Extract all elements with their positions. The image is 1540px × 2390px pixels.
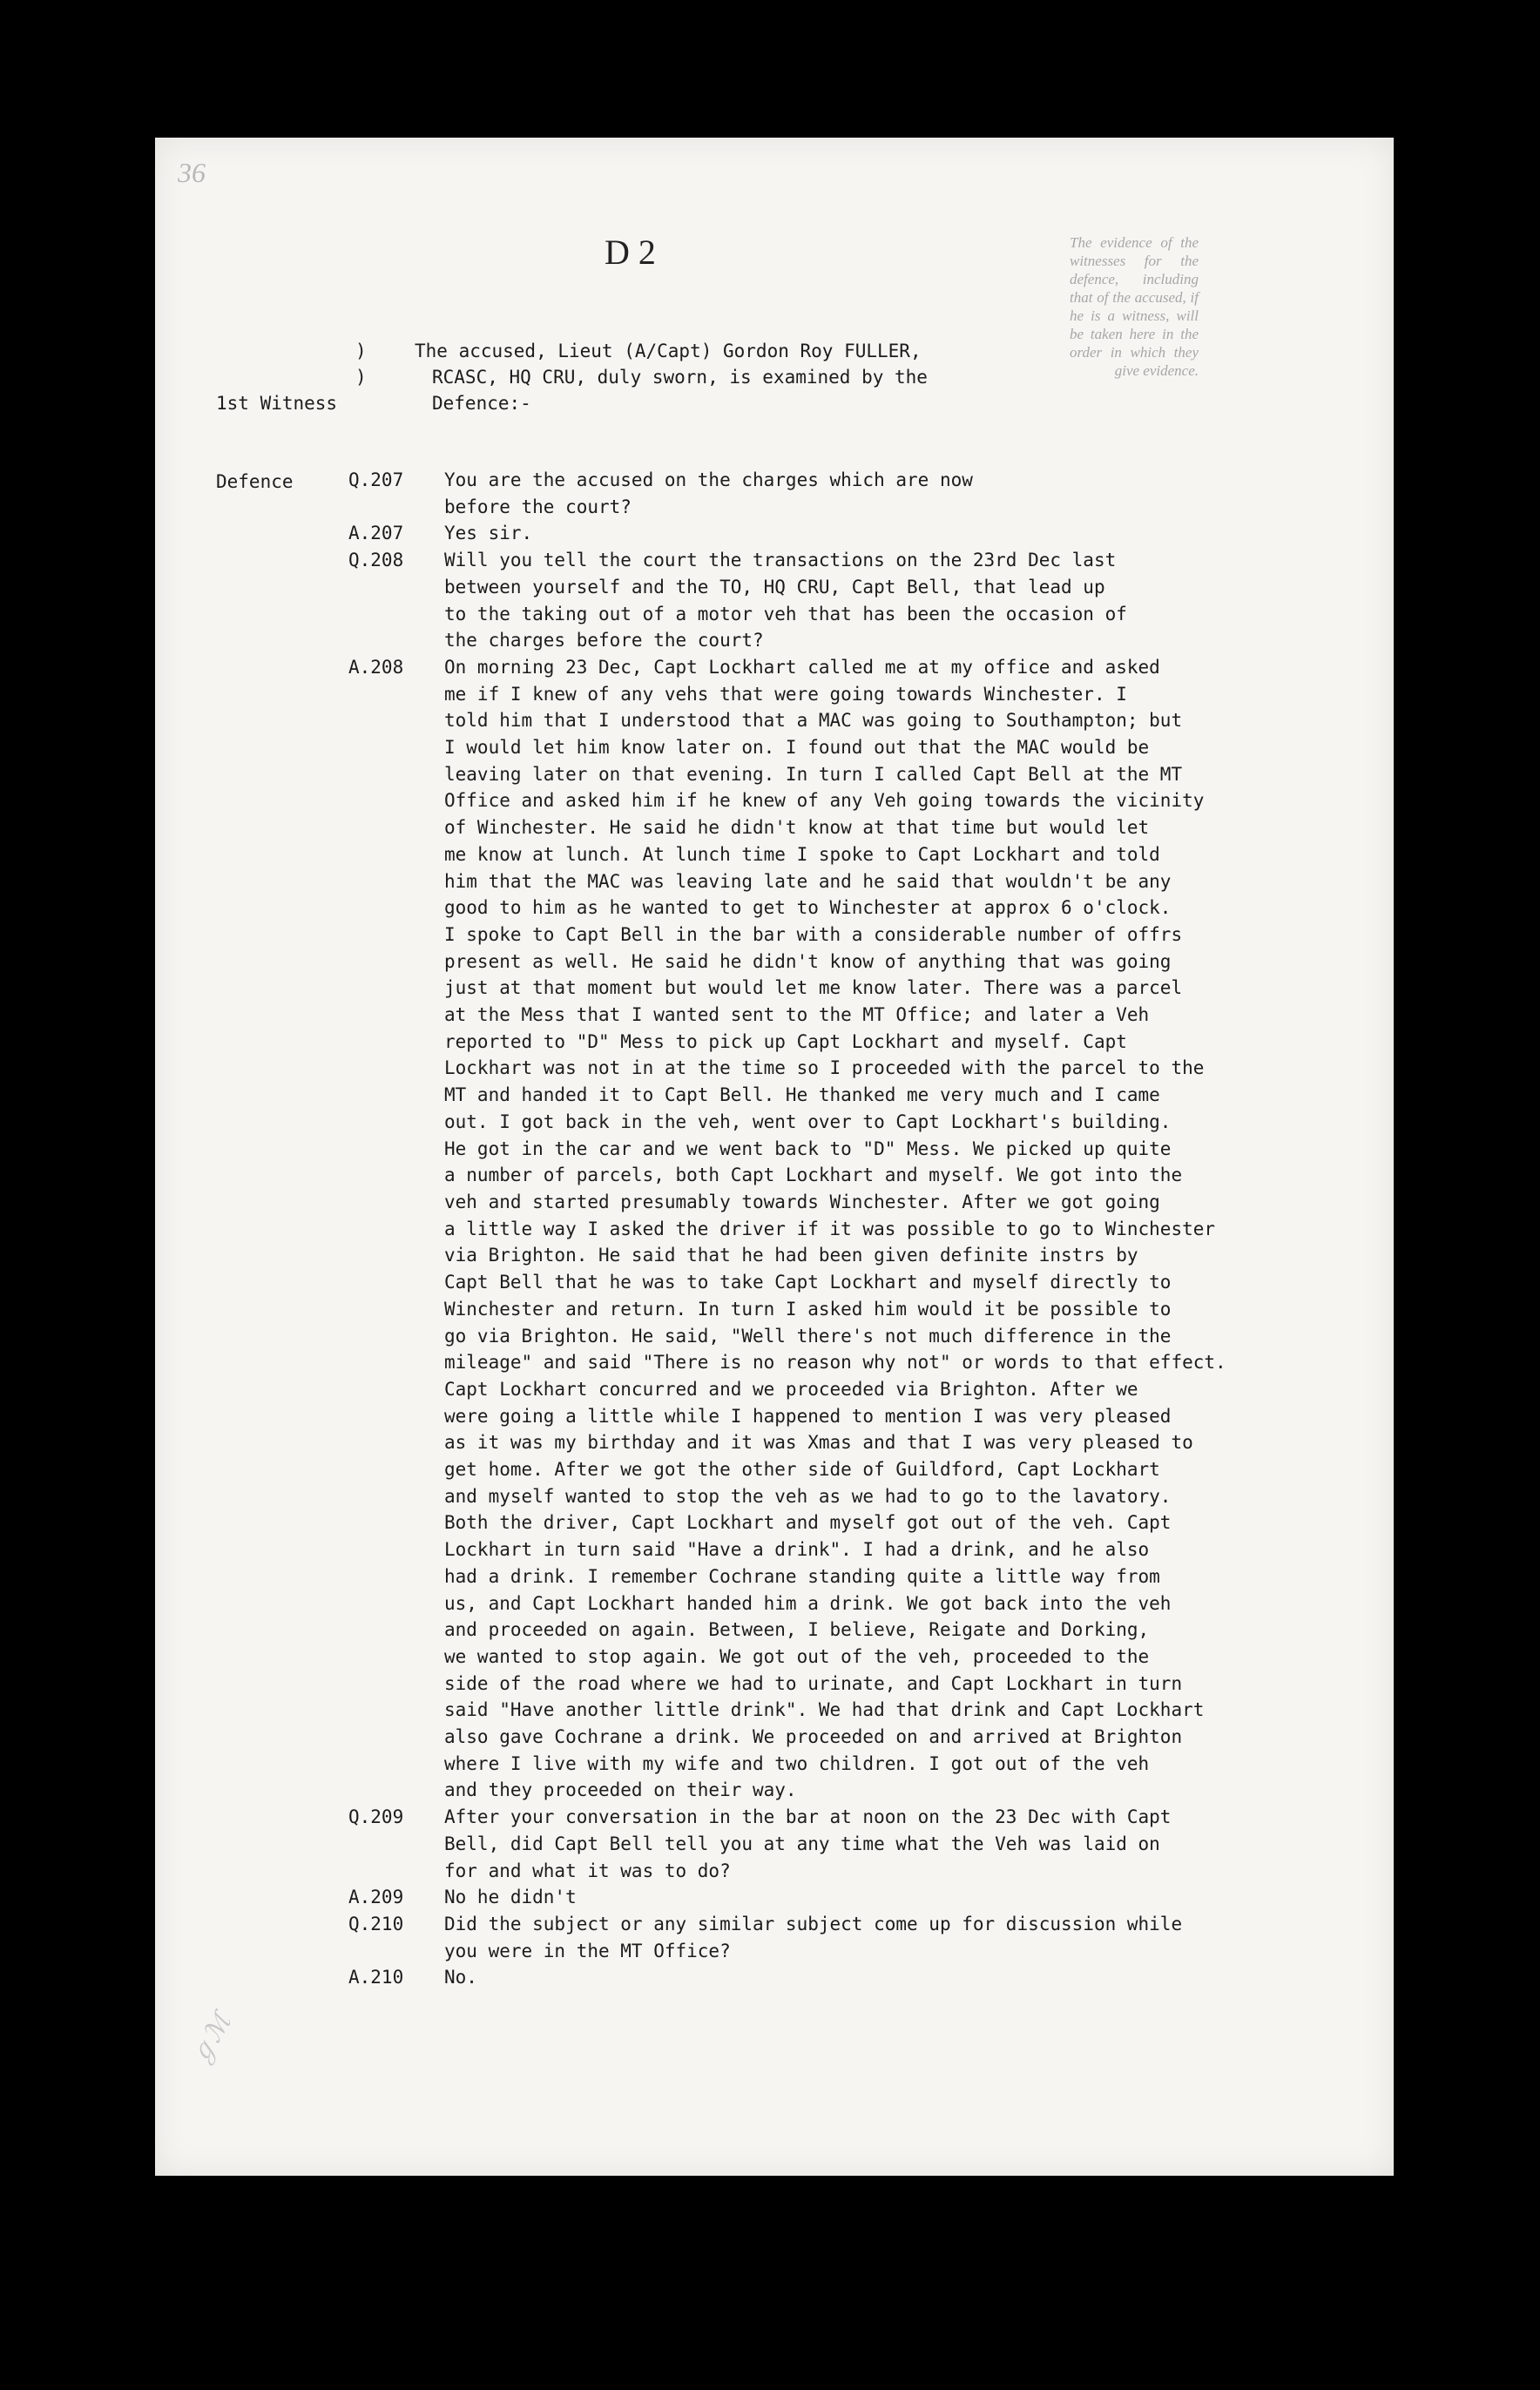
qa-text-line: No. — [444, 1967, 477, 1988]
qa-text-line: After your conversation in the bar at noon on the 23 Dec with Capt — [444, 1806, 1172, 1828]
witness-label — [216, 338, 347, 547]
qa-text-line: MT and handed it to Capt Bell. He thanked me very much and I came — [444, 1084, 1160, 1106]
qa-text-line: me know at lunch. At lunch time I spoke to Capt Lockhart and told — [444, 843, 1160, 865]
witness-line2: RCASC, HQ CRU, duly sworn, is examined by the — [432, 367, 928, 388]
qa-label: Q.208 — [348, 550, 404, 571]
qa-text-line: me if I knew of any vehs that were going towards Winchester. I — [444, 683, 1127, 705]
qa-entry — [348, 1911, 1341, 1964]
qa-entry — [348, 1964, 1341, 1991]
qa-text-line: the charges before the court? — [444, 630, 764, 652]
qa-text-line: told him that I understood that a MAC was going to Southampton; but — [444, 710, 1183, 732]
qa-text-line: Bell, did Capt Bell tell you at any time what the Veh was laid on — [444, 1833, 1160, 1854]
qa-text — [444, 520, 1341, 547]
qa-text-line: He got in the car and we went back to "D" Mess. We picked up quite — [444, 1138, 1172, 1159]
qa-text-line: side of the road where we had to urinate, and Capt Lockhart in turn — [444, 1672, 1183, 1694]
qa-text — [444, 467, 1341, 520]
qa-text-line: had a drink. I remember Cochrane standing quite a little way from — [444, 1565, 1160, 1587]
qa-text-line: You are the accused on the charges which are now — [444, 469, 973, 490]
qa-text-line: as it was my birthday and it was Xmas and that I was very pleased to — [444, 1432, 1193, 1454]
qa-text-line: Office and asked him if he knew of any Veh going towards the vicinity — [444, 790, 1205, 812]
qa-text-line: also gave Cochrane a drink. We proceeded on and arrived at Brighton — [444, 1726, 1183, 1748]
witness-line3: Defence:- — [432, 393, 531, 414]
qa-text-line: us, and Capt Lockhart handed him a drink. We got back into the veh — [444, 1592, 1172, 1614]
witness-line1: The accused, Lieut (A/Capt) Gordon Roy FULLER, — [415, 341, 922, 361]
qa-text-line: and proceeded on again. Between, I believe, Reigate and Dorking, — [444, 1619, 1150, 1641]
qa-label: A.209 — [348, 1887, 404, 1908]
qa-text-line: Capt Lockhart concurred and we proceeded via Brighton. After we — [444, 1378, 1138, 1400]
qa-text-line: On morning 23 Dec, Capt Lockhart called me at my office and asked — [444, 656, 1160, 678]
qa-text-line: a little way I asked the driver if it was possible to go to Winchester — [444, 1218, 1216, 1239]
qa-text-line: good to him as he wanted to get to Winchester at approx 6 o'clock. — [444, 897, 1172, 919]
qa-text-line: I spoke to Capt Bell in the bar with a considerable number of offrs — [444, 923, 1183, 945]
qa-entry — [348, 547, 1341, 654]
qa-text-line: Will you tell the court the transactions on the 23rd Dec last — [444, 550, 1117, 571]
qa-text-line: and they proceeded on their way. — [444, 1779, 797, 1801]
qa-text-line: Lockhart was not in at the time so I proceeded with the parcel to the — [444, 1057, 1205, 1079]
qa-text-line: out. I got back in the veh, went over to Capt Lockhart's building. — [444, 1111, 1172, 1132]
qa-text-line: at the Mess that I wanted sent to the MT Office; and later a Veh — [444, 1004, 1150, 1026]
qa-text-line: mileage" and said "There is no reason why not" or words to that effect. — [444, 1352, 1226, 1374]
qa-text-line: Yes sir. — [444, 523, 533, 544]
qa-text-line: before the court? — [444, 496, 632, 517]
qa-text-line: were going a little while I happened to mention I was very pleased — [444, 1405, 1172, 1427]
folio-number: 36 — [178, 157, 206, 188]
qa-text-line: Winchester and return. In turn I asked him would it be possible to — [444, 1298, 1172, 1320]
qa-text-line: present as well. He said he didn't know of anything that was going — [444, 950, 1172, 972]
qa-text-line: said "Have another little drink". We had that drink and Capt Lockhart — [444, 1699, 1205, 1721]
witness-description — [415, 338, 1042, 416]
page-heading: D 2 — [605, 233, 656, 272]
qa-text — [444, 547, 1341, 654]
qa-text-line: go via Brighton. He said, "Well there's not much difference in the — [444, 1325, 1172, 1347]
qa-text-line: for and what it was to do? — [444, 1860, 731, 1881]
qa-text-line: between yourself and the TO, HQ CRU, Capt Bell, that lead up — [444, 576, 1105, 598]
qa-text-line: get home. After we got the other side of Guildford, Capt Lockhart — [444, 1459, 1160, 1481]
bracket-marks: ) ) — [355, 341, 367, 388]
examination-transcript — [348, 467, 1341, 1991]
qa-label: A.210 — [348, 1967, 404, 1988]
qa-text-line: to the taking out of a motor veh that has been the occasion of — [444, 603, 1127, 625]
qa-text-line: of Winchester. He said he didn't know at that time but would let — [444, 817, 1150, 839]
document-page — [155, 138, 1394, 2176]
qa-text — [444, 1804, 1341, 1884]
qa-label: Q.207 — [348, 469, 404, 490]
qa-text-line: and myself wanted to stop the veh as we had to go to the lavatory. — [444, 1485, 1172, 1507]
qa-entry — [348, 520, 1341, 547]
qa-text-line: Did the subject or any similar subject come up for discussion while — [444, 1913, 1183, 1934]
qa-entry — [348, 467, 1341, 520]
qa-text-line: I would let him know later on. I found out that the MAC would be — [444, 737, 1150, 759]
qa-label: Q.210 — [348, 1913, 404, 1934]
qa-label: A.208 — [348, 656, 404, 678]
qa-text-line: Lockhart in turn said "Have a drink". I had a drink, and he also — [444, 1539, 1150, 1561]
handwritten-initials: ℊℳ — [185, 2009, 237, 2070]
qa-text-line: veh and started presumably towards Winchester. After we got going — [444, 1191, 1160, 1212]
qa-text-line: him that the MAC was leaving late and he said that wouldn't be any — [444, 870, 1172, 892]
qa-text-line: via Brighton. He said that he had been given definite instrs by — [444, 1245, 1138, 1266]
qa-label: Q.209 — [348, 1806, 404, 1828]
qa-text-line: reported to "D" Mess to pick up Capt Lockhart and myself. Capt — [444, 1030, 1127, 1052]
qa-text-line: you were in the MT Office? — [444, 1940, 731, 1961]
qa-text — [444, 654, 1341, 1804]
qa-entry — [348, 1804, 1341, 1884]
qa-text-line: leaving later on that evening. In turn I called Capt Bell at the MT — [444, 763, 1183, 785]
qa-text-line: just at that moment but would let me know later. There was a parcel — [444, 977, 1183, 999]
witness-label-line1: 1st Witness — [216, 393, 338, 414]
qa-text-line: where I live with my wife and two children. I got out of the veh — [444, 1752, 1150, 1774]
qa-text-line: Both the driver, Capt Lockhart and myself got out of the veh. Capt — [444, 1512, 1172, 1534]
qa-label: A.207 — [348, 523, 404, 544]
witness-label-line2: Defence — [216, 471, 294, 492]
qa-text-line: we wanted to stop again. We got out of the veh, proceeded to the — [444, 1645, 1150, 1667]
qa-text-line: No he didn't — [444, 1887, 577, 1908]
qa-entry — [348, 1884, 1341, 1911]
qa-text — [444, 1911, 1341, 1964]
qa-entry — [348, 654, 1341, 1804]
qa-text — [444, 1884, 1341, 1911]
qa-text-line: Capt Bell that he was to take Capt Lockhart and myself directly to — [444, 1272, 1172, 1293]
qa-text — [444, 1964, 1341, 1991]
qa-text-line: a number of parcels, both Capt Lockhart and myself. We got into the — [444, 1165, 1183, 1186]
margin-note: The evidence of the witnesses for the defence, including that of the accused, if he is a witness, will be taken here in the order in which they give evidence. — [1070, 234, 1199, 379]
